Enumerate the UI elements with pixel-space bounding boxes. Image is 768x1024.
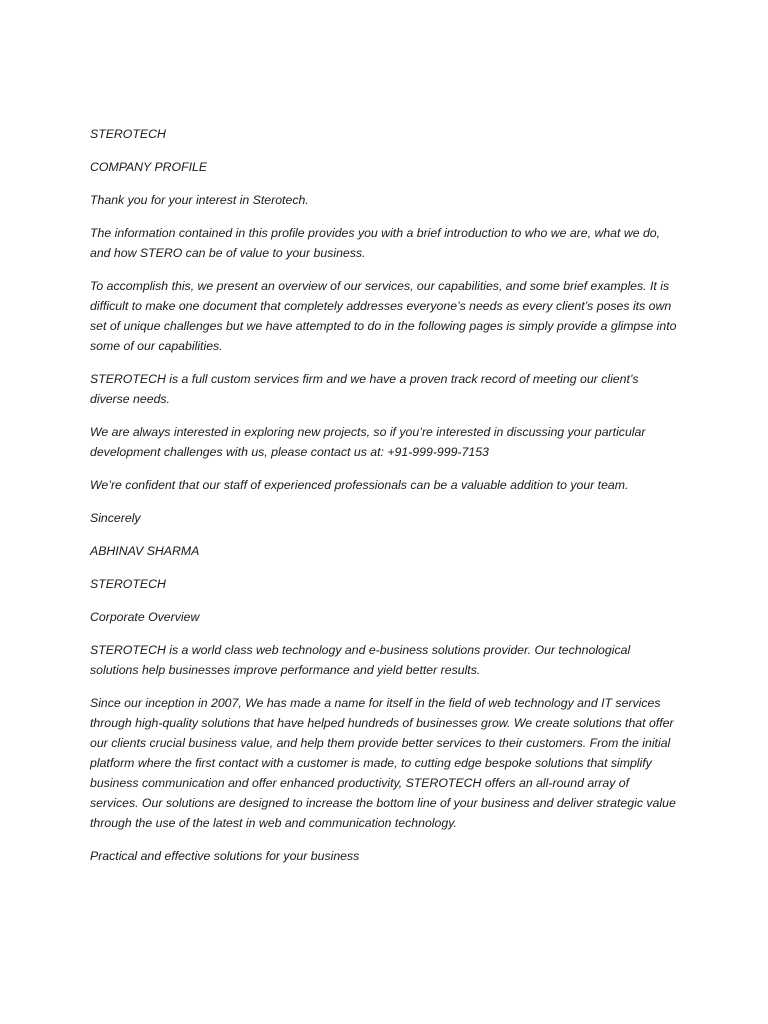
document-body: [90, 124, 680, 879]
signatory-company: STEROTECH: [90, 577, 166, 591]
corporate-overview-paragraph: STEROTECH is a world class web technology and e-business solutions provider. Our technological solutions help businesses improve performance and yield better results.: [90, 643, 631, 677]
document-title: COMPANY PROFILE: [90, 160, 208, 174]
section-heading-corporate-overview: Corporate Overview: [90, 610, 200, 624]
closing-salutation: Sincerely: [90, 511, 141, 525]
overview-paragraph: To accomplish this, we present an overview of our services, our capabilities, and some brief examples. It is difficult to make one document that completely addresses everyone’s needs as every client’s poses its own set of unique challenges but we have attempted to do in the following pages is simply provide a glimpse into some of our capabilities.: [90, 279, 677, 353]
confidence-paragraph: We’re confident that our staff of experienced professionals can be a valuable addition to your team.: [90, 478, 629, 492]
greeting-paragraph: Thank you for your interest in Sterotech.: [90, 193, 309, 207]
services-paragraph: STEROTECH is a full custom services firm and we have a proven track record of meeting our client’s diverse needs.: [90, 372, 639, 406]
intro-paragraph: The information contained in this profile provides you with a brief introduction to who we are, what we do, and how STERO can be of value to your business.: [90, 226, 661, 260]
history-paragraph: Since our inception in 2007, We has made a name for itself in the field of web technology and IT services through high-quality solutions that have helped hundreds of businesses grow. We create solutions that offer our clients crucial business value, and help them provide better services to their customers. From the initial platform where the first contact with a customer is made, to cutting edge bespoke solutions that simplify business communication and offer enhanced productivity, STEROTECH offers an all-round array of services. Our solutions are designed to increase the bottom line of your business and deliver strategic value through the use of the latest in web and communication technology.: [90, 696, 676, 830]
solutions-tagline: Practical and effective solutions for your business: [90, 849, 360, 863]
contact-paragraph: We are always interested in exploring new projects, so if you’re interested in discussing your particular development challenges with us, please contact us at: +91-999-999-7153: [90, 425, 646, 459]
signatory-name: ABHINAV SHARMA: [90, 544, 200, 558]
company-name-heading: STEROTECH: [90, 127, 166, 141]
